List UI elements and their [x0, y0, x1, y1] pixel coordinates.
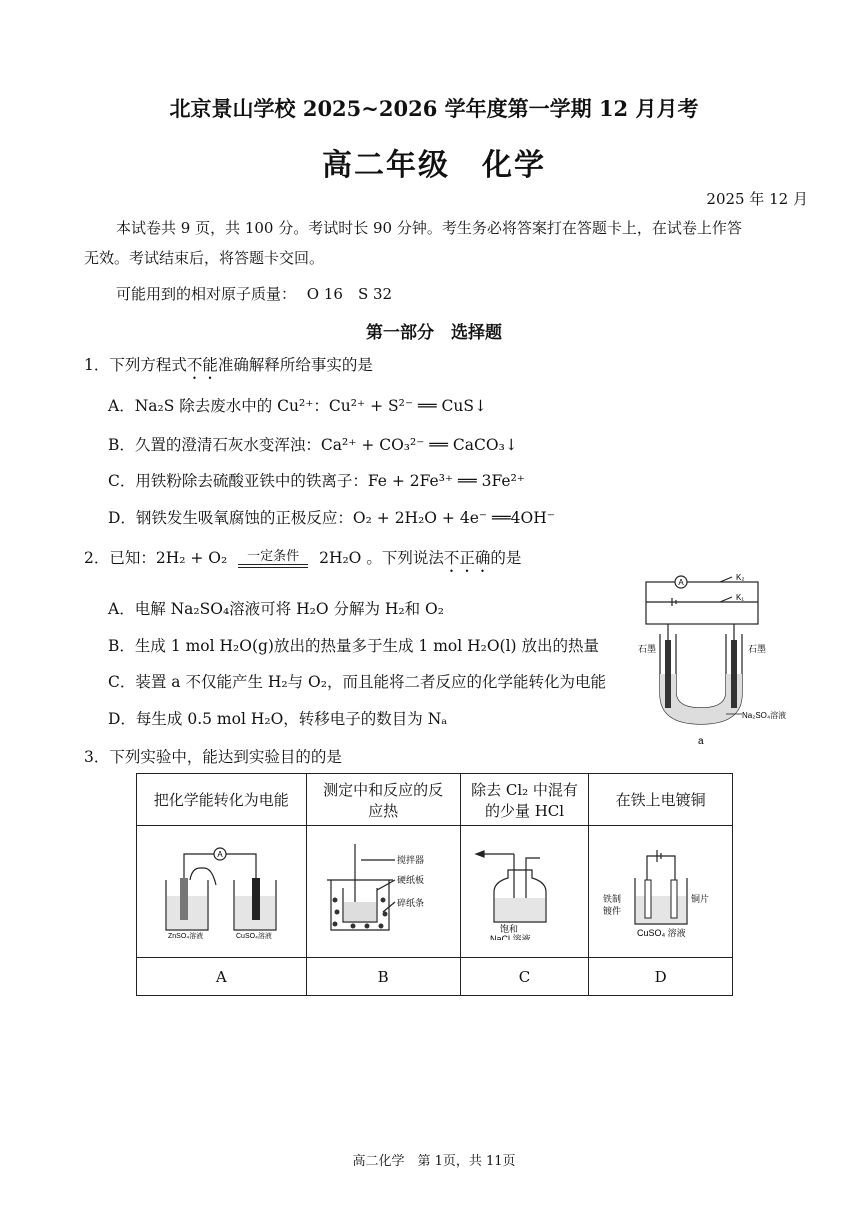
svg-text:NaCl 溶液: NaCl 溶液	[489, 933, 531, 940]
figure-c-cell	[460, 826, 589, 958]
q2-stem: 2．已知：2H₂ + O₂ 一定条件 2H₂O 。下列说法不正确的是	[84, 549, 522, 567]
electrolysis-apparatus-figure	[636, 574, 826, 750]
svg-text:铁制: 铁制	[602, 893, 621, 904]
switch-k2-label: K₂	[736, 574, 745, 582]
reaction-condition: 一定条件	[238, 550, 308, 568]
svg-text:镀件: 镀件	[602, 905, 621, 916]
solution-label: Na₂SO₄溶液	[742, 711, 787, 720]
q1-option-b: B．久置的澄清石灰水变浑浊：Ca²⁺ + CO₃²⁻ ══ CaCO₃↓	[108, 436, 518, 454]
experiment-table	[136, 773, 733, 996]
answer-b: B	[306, 958, 460, 996]
svg-text:CuSO₄ 溶液: CuSO₄ 溶液	[636, 927, 686, 938]
intro-line-2: 无效。考试结束后，将答题卡交回。	[84, 249, 325, 267]
svg-text:A: A	[217, 849, 223, 859]
q3-stem: 3．下列实验中，能达到实验目的的是	[84, 748, 342, 766]
answer-d: D	[589, 958, 733, 996]
answer-a: A	[137, 958, 307, 996]
svg-text:ZnSO₄溶液: ZnSO₄溶液	[168, 932, 204, 940]
calorimeter-figure	[323, 840, 443, 940]
answer-c: C	[460, 958, 589, 996]
atomic-mass-values: O 16 S 32	[306, 285, 393, 303]
exam-title: 北京景山学校 2025~2026 学年度第一学期 12 月月考	[169, 96, 699, 121]
q1-stem: 1．下列方程式不能准确解释所给事实的是	[84, 356, 373, 374]
exam-date: 2025 年 12 月	[706, 190, 808, 208]
q2-option-a: A．电解 Na₂SO₄溶液可将 H₂O 分解为 H₂和 O₂	[108, 600, 444, 618]
svg-text:饱和: 饱和	[499, 923, 518, 934]
q1-option-d: D．钢铁发生吸氧腐蚀的正极反应：O₂ + 2H₂O + 4e⁻ ══4OH⁻	[108, 509, 555, 527]
right-electrode-label: 石墨	[748, 644, 767, 654]
q2-option-b: B．生成 1 mol H₂O(g)放出的热量多于生成 1 mol H₂O(l) 放出的热量	[108, 637, 600, 655]
page-footer: 高二化学 第 1页，共 11页	[352, 1154, 516, 1169]
circuit-frame	[646, 582, 758, 624]
switch-k1-label: K₁	[736, 593, 745, 602]
q2-option-d: D．每生成 0.5 mol H₂O，转移电子的数目为 Nₐ	[108, 710, 448, 728]
figure-a-cell	[137, 826, 307, 958]
figure-d-cell	[589, 826, 733, 958]
left-graphite-electrode	[665, 640, 671, 708]
subject-title: 高二年级 化学	[322, 148, 546, 183]
header-c: 除去 Cl₂ 中混有的少量 HCl	[460, 774, 589, 826]
svg-text:硬纸板: 硬纸板	[397, 874, 425, 885]
svg-text:铜片: 铜片	[690, 893, 709, 904]
svg-text:搅拌器: 搅拌器	[397, 854, 425, 865]
gas-washing-bottle-figure	[470, 840, 580, 940]
svg-text:A: A	[678, 578, 684, 587]
left-electrode-label: 石墨	[638, 644, 657, 654]
atomic-mass	[116, 280, 816, 308]
svg-text:CuSO₄溶液: CuSO₄溶液	[236, 932, 273, 940]
figure-caption: a	[698, 736, 704, 747]
figure-b-cell	[306, 826, 460, 958]
atomic-mass-label: 可能用到的相对原子质量：	[116, 285, 297, 303]
section-title: 第一部分 选择题	[366, 323, 502, 343]
q1-option-a: A．Na₂S 除去废水中的 Cu²⁺：Cu²⁺ + S²⁻ ══ CuS↓	[108, 397, 487, 415]
header-d: 在铁上电镀铜	[589, 774, 733, 826]
intro-line-1: 本试卷共 9 页，共 100 分。考试时长 90 分钟。考生务必将答案打在答题卡上，在试卷上作答	[116, 219, 742, 237]
svg-text:碎纸条: 碎纸条	[397, 897, 425, 908]
header-b: 测定中和反应的反应热	[306, 774, 460, 826]
header-a: 把化学能转化为电能	[137, 774, 307, 826]
right-graphite-electrode	[731, 640, 737, 708]
q2-option-c: C．装置 a 不仅能产生 H₂与 O₂，而且能将二者反应的化学能转化为电能	[108, 673, 606, 691]
solution-fill	[660, 674, 742, 724]
q1-option-c: C．用铁粉除去硫酸亚铁中的铁离子：Fe + 2Fe³⁺ ══ 3Fe²⁺	[108, 472, 525, 490]
galvanic-cell-figure	[156, 840, 286, 940]
electroplating-figure	[601, 840, 721, 940]
